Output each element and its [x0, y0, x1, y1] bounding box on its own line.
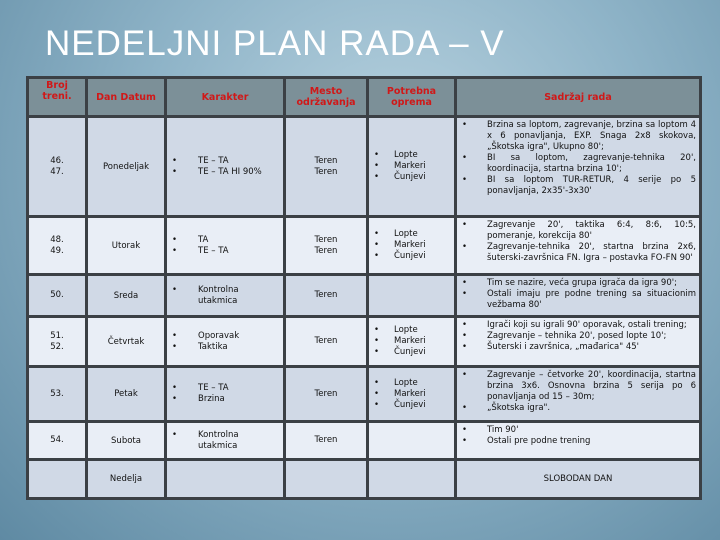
session-number: 50.	[50, 290, 64, 300]
cell-dan: Petak	[87, 367, 166, 422]
list-item: • Zagrevanje – četvorke 20', koordinacija, startna brzina 3x6. Osnovna brzina 5 serija po 6 ponavljanja od 15 – 30m;	[460, 370, 696, 403]
karakter-list	[170, 156, 280, 178]
cell-karakter	[166, 367, 285, 422]
equipment-list	[372, 378, 451, 411]
list-item: • Čunjevi	[372, 400, 451, 411]
header-broj: Broj treni.	[28, 78, 87, 117]
list-item: • Markeri	[372, 389, 451, 400]
cell-dan: Ponedeljak	[87, 117, 166, 217]
cell-oprema	[368, 275, 456, 317]
table-row	[28, 422, 701, 460]
karakter-list	[170, 430, 280, 452]
location: Teren	[314, 234, 338, 245]
cell-broj	[28, 367, 87, 422]
list-item: • Taktika	[170, 342, 280, 353]
list-item: • Lopte	[372, 378, 451, 389]
list-item: • TE – TA	[170, 383, 280, 394]
cell-karakter	[166, 217, 285, 275]
session-number: 53.	[50, 388, 64, 399]
list-item: • Kontrolna utakmica	[170, 430, 280, 452]
list-item: • BI sa loptom TUR-RETUR, 4 serije po 5 ponavljanja, 2x35'-3x30'	[460, 175, 696, 197]
list-item: • TE – TA	[170, 246, 280, 257]
session-number: 46.	[50, 155, 64, 166]
list-item: • Zagrevanje-tehnika 20', startna brzina 2x6, šuterski-završnica FN. Igra – postavka FO-FN 90'	[460, 242, 696, 264]
cell-sadrzaj	[456, 275, 701, 317]
header-sadrzaj: Sadržaj rada	[456, 78, 701, 117]
cell-mesto	[285, 275, 368, 317]
cell-broj	[28, 317, 87, 367]
cell-karakter	[166, 117, 285, 217]
session-number: 49.	[50, 245, 64, 256]
list-item: • Zagrevanje – tehnika 20', posed lopte 10';	[460, 331, 696, 342]
table-row	[28, 367, 701, 422]
list-item: • Markeri	[372, 240, 451, 251]
cell-sadrzaj	[456, 460, 701, 499]
cell-mesto	[285, 117, 368, 217]
list-item: • Kontrolna utakmica	[170, 285, 280, 307]
cell-mesto	[285, 460, 368, 499]
cell-sadrzaj	[456, 367, 701, 422]
content-list	[460, 120, 696, 197]
page-title: NEDELJNI PLAN RADA – V	[45, 24, 505, 63]
list-item: • Markeri	[372, 161, 451, 172]
list-item: • Zagrevanje 20', taktika 6:4, 8:6, 10:5, pomeranje, korekcija 80'	[460, 220, 696, 242]
content-list	[460, 320, 696, 353]
karakter-list	[170, 331, 280, 353]
table-row	[28, 460, 701, 499]
cell-karakter	[166, 275, 285, 317]
cell-dan: Nedelja	[87, 460, 166, 499]
list-item: • BI sa loptom, zagrevanje-tehnika 20', koordinacija, startna brzina 10';	[460, 153, 696, 175]
cell-dan: Četvrtak	[87, 317, 166, 367]
session-number: 47.	[50, 166, 64, 177]
free-day-label: SLOBODAN DAN	[543, 474, 613, 484]
karakter-list	[170, 285, 280, 307]
cell-sadrzaj	[456, 422, 701, 460]
list-item: • Lopte	[372, 229, 451, 240]
cell-oprema	[368, 117, 456, 217]
header-row	[28, 78, 701, 117]
list-item: • Lopte	[372, 325, 451, 336]
header-karakter: Karakter	[166, 78, 285, 117]
list-item: • TA	[170, 235, 280, 246]
location: Teren	[314, 290, 338, 300]
table-row	[28, 317, 701, 367]
header-oprema: Potrebna oprema	[368, 78, 456, 117]
list-item: • Brzina sa loptom, zagrevanje, brzina sa loptom 4 x 6 ponavljanja, EXP. Snaga 2x8 skokova, „Škotska igra", Ukupno 80';	[460, 120, 696, 153]
equipment-list	[372, 150, 451, 183]
content-list	[460, 425, 696, 447]
cell-dan: Subota	[87, 422, 166, 460]
cell-broj	[28, 460, 87, 499]
session-number: 48.	[50, 234, 64, 245]
list-item: • TE – TA	[170, 156, 280, 167]
session-number: 52.	[50, 341, 64, 352]
equipment-list	[372, 325, 451, 358]
location: Teren	[314, 155, 338, 166]
cell-broj	[28, 117, 87, 217]
list-item: • Oporavak	[170, 331, 280, 342]
list-item: • TE – TA HI 90%	[170, 167, 280, 178]
header-dan: Dan Datum	[87, 78, 166, 117]
location: Teren	[314, 245, 338, 256]
cell-karakter	[166, 422, 285, 460]
cell-karakter	[166, 460, 285, 499]
list-item: • Ostali pre podne trening	[460, 436, 696, 447]
header-mesto: Mesto održavanja	[285, 78, 368, 117]
cell-mesto	[285, 367, 368, 422]
cell-oprema	[368, 217, 456, 275]
table-row	[28, 117, 701, 217]
cell-broj	[28, 217, 87, 275]
cell-mesto	[285, 422, 368, 460]
cell-sadrzaj	[456, 217, 701, 275]
cell-oprema	[368, 460, 456, 499]
cell-mesto	[285, 217, 368, 275]
cell-sadrzaj	[456, 117, 701, 217]
equipment-list	[372, 229, 451, 262]
location: Teren	[314, 388, 338, 399]
location: Teren	[314, 166, 338, 177]
location: Teren	[314, 435, 338, 445]
cell-sadrzaj	[456, 317, 701, 367]
cell-oprema	[368, 367, 456, 422]
list-item: • Čunjevi	[372, 251, 451, 262]
weekly-plan-table	[26, 76, 702, 500]
cell-broj	[28, 275, 87, 317]
location: Teren	[314, 336, 338, 346]
table-row	[28, 275, 701, 317]
list-item: • Igrači koji su igrali 90' oporavak, ostali trening;	[460, 320, 696, 331]
list-item: • Markeri	[372, 336, 451, 347]
session-number: 54.	[50, 435, 64, 445]
table-row	[28, 217, 701, 275]
list-item: • Tim se nazire, veća grupa igrača da igra 90';	[460, 278, 696, 289]
list-item: • Čunjevi	[372, 347, 451, 358]
list-item: • Ostali imaju pre podne trening sa situacionim vežbama 80'	[460, 289, 696, 311]
list-item: • Šuterski i završnica, „mađarica" 45'	[460, 342, 696, 353]
list-item: • „Škotska igra".	[460, 403, 696, 414]
content-list	[460, 278, 696, 311]
cell-mesto	[285, 317, 368, 367]
list-item: • Brzina	[170, 394, 280, 405]
content-list	[460, 370, 696, 414]
cell-dan: Sreda	[87, 275, 166, 317]
cell-oprema	[368, 422, 456, 460]
list-item: • Tim 90'	[460, 425, 696, 436]
cell-oprema	[368, 317, 456, 367]
list-item: • Čunjevi	[372, 172, 451, 183]
cell-dan: Utorak	[87, 217, 166, 275]
karakter-list	[170, 383, 280, 405]
cell-karakter	[166, 317, 285, 367]
session-number: 51.	[50, 330, 64, 341]
content-list	[460, 220, 696, 264]
cell-broj	[28, 422, 87, 460]
karakter-list	[170, 235, 280, 257]
list-item: • Lopte	[372, 150, 451, 161]
